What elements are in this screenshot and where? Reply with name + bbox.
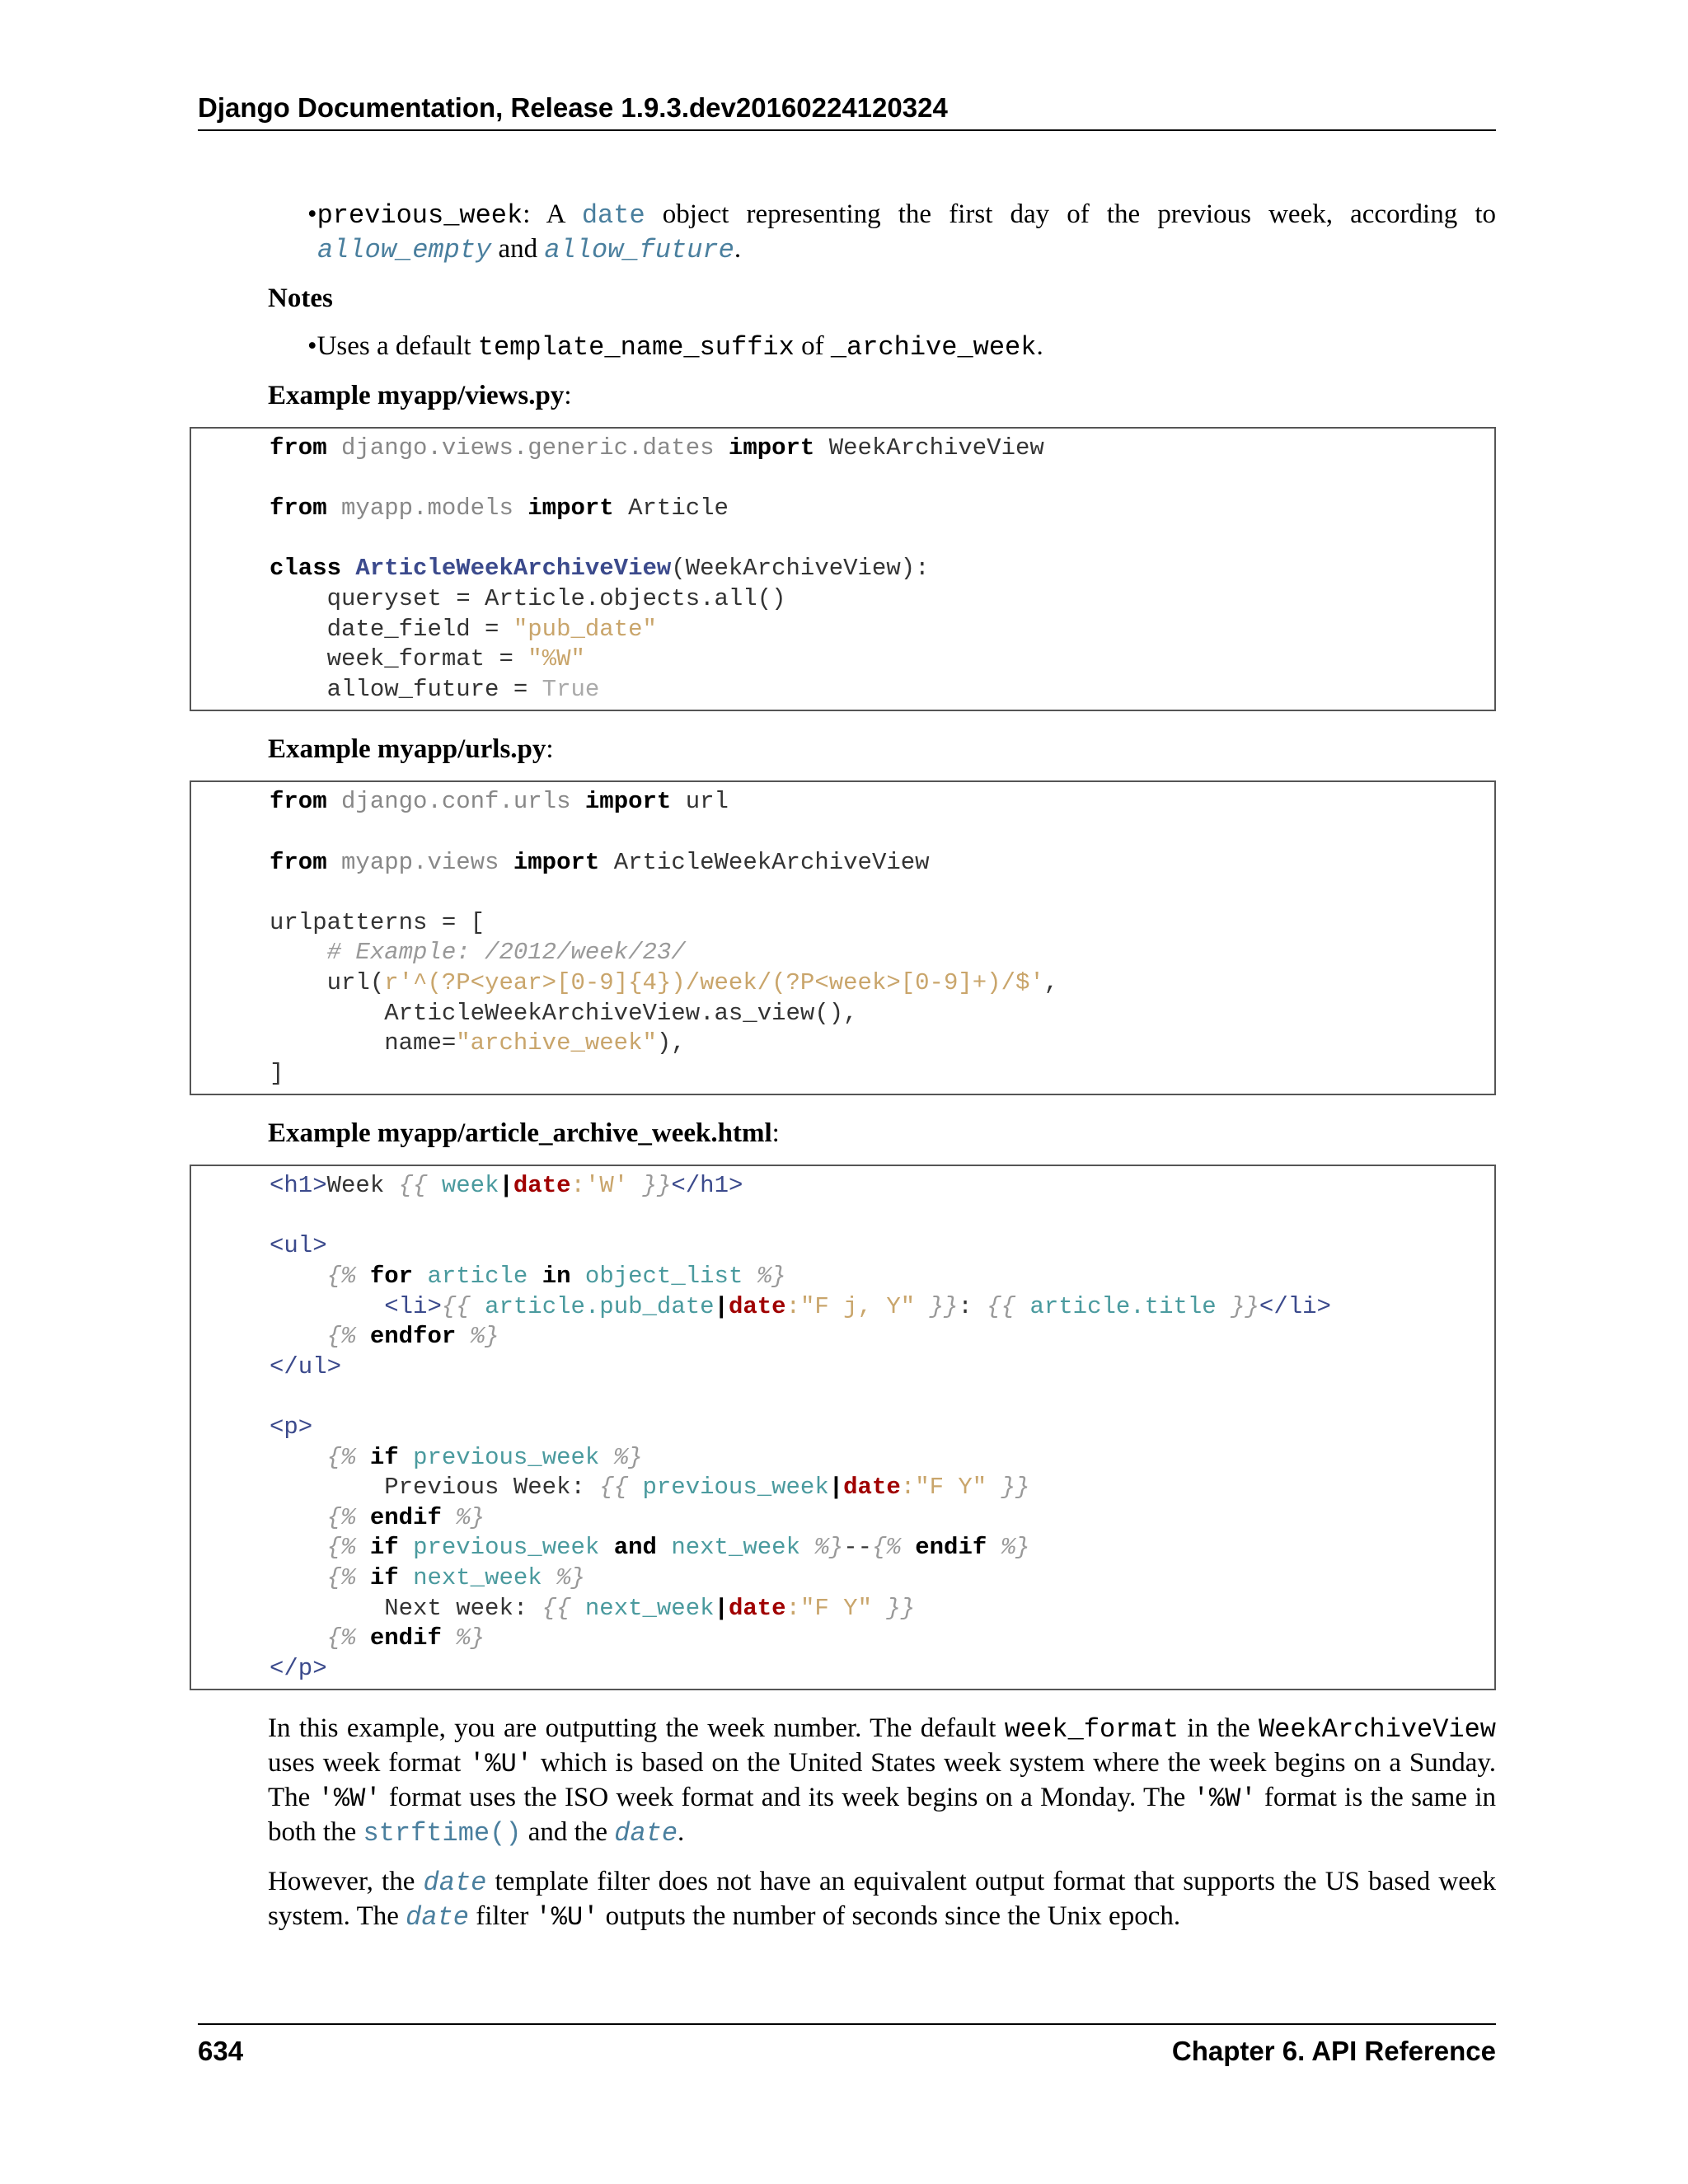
page-number: 634 xyxy=(198,2036,244,2066)
code-previous-week: previous_week xyxy=(316,200,523,231)
paragraph-week-format: In this example, you are outputting the week number. The default week_format in the WeekArchiveView uses week format '%U' which is based on the United States week system where the week begins on a Sunday. The '%W' format uses the ISO week format and its week begins on a Monday. The '%W' format is the same in both the strftime() and the date. xyxy=(268,1713,1497,1849)
code-block-urls: from django.conf.urls import url from myapp.views import ArticleWeekArchiveView urlpatterns = [ # Example: /2012/week/23/ url(r'^(?P<year>[0-9]{4})/week/(?P<week>[0-9]+)/$', ArticleWeekArchiveView.as_view(), name="archive_week"), ] xyxy=(190,780,1496,1095)
code-block-views: from django.views.generic.dates import WeekArchiveView from myapp.models import Article class ArticleWeekArchiveView(WeekArchiveView): queryset = Article.objects.all() date_field = "pub_date" week_format = "%W" allow_future = True xyxy=(190,427,1496,711)
link-date-filter-2[interactable]: date xyxy=(406,1902,469,1933)
link-allow-empty[interactable]: allow_empty xyxy=(317,235,492,265)
link-date-template-filter[interactable]: date xyxy=(423,1868,487,1899)
link-strftime[interactable]: strftime() xyxy=(363,1818,522,1849)
example-template-label: Example myapp/article_archive_week.html: xyxy=(268,1118,780,1149)
header-rule xyxy=(198,129,1496,131)
link-date[interactable]: date xyxy=(581,200,645,231)
page-header: Django Documentation, Release 1.9.3.dev20160224120324 xyxy=(198,92,948,123)
example-views-label: Example myapp/views.py: xyxy=(268,381,572,410)
page-footer xyxy=(198,2036,1496,2067)
notes-heading: Notes xyxy=(268,284,333,313)
footer-rule xyxy=(198,2023,1496,2025)
code-block-template: <h1>Week {{ week|date:'W' }}</h1> <ul> {% for article in object_list %} <li>{{ article.pub_date|date:"F j, Y" }}: {{ article.title }}</li> {% endfor %} </ul> <p> {% if previous_week %} Previous Week: {{ previous_week|date:"F Y" }} {% endif %} {% if previous_week and next_week %}--{% endif %} {% if next_week %} Next week: {{ next_week|date:"F Y" }} {% endif %} </p> xyxy=(190,1165,1496,1690)
link-allow-future[interactable]: allow_future xyxy=(544,235,734,265)
main-content xyxy=(268,198,1496,1949)
chapter-title: Chapter 6. API Reference xyxy=(1171,2036,1496,2066)
example-urls-label: Example myapp/urls.py: xyxy=(268,734,554,765)
link-date-filter[interactable]: date xyxy=(614,1818,678,1849)
notes-bullet: •Uses a default template_name_suffix of _archive_week. xyxy=(307,331,1043,363)
paragraph-date-filter: However, the date template filter does not have an equivalent output format that supports the US based week system. The date filter '%U' outputs the number of seconds since the Unix epoch. xyxy=(268,1867,1496,1933)
bullet-previous-week: •previous_week: A date object representing the first day of the previous week, according to allow_empty and allow_future. xyxy=(307,199,1496,265)
